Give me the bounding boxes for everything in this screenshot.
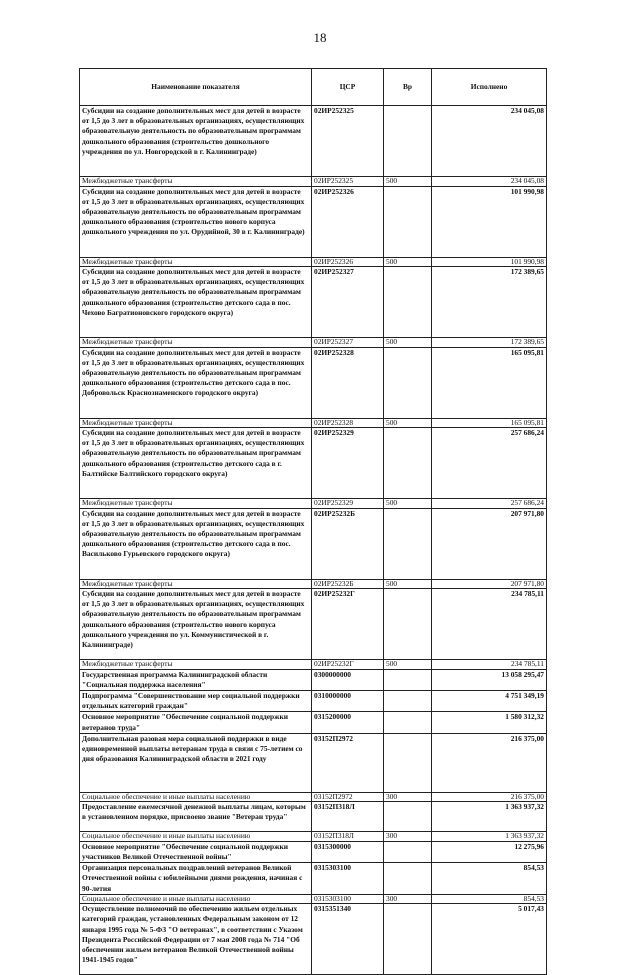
row-value: 1 363 937,32 bbox=[432, 832, 547, 842]
table-row-transfer bbox=[80, 579, 547, 589]
row-name: Субсидии на создание дополнительных мест для детей в возрасте от 1,5 до 3 лет в образовательных организациях, осуществляющих образовательную деятельность по образовательным программам дошкольного образования (строительство дошкольного учреждения по ул. Новгородской в г. Калининграде) bbox=[80, 106, 312, 177]
row-vr: 500 bbox=[384, 499, 432, 509]
row-name: Социальное обеспечение и иные выплаты населению bbox=[80, 792, 312, 802]
row-vr: 500 bbox=[384, 257, 432, 267]
row-csr: 0310000000 bbox=[312, 690, 384, 711]
header-done: Исполнено bbox=[432, 69, 547, 106]
row-vr bbox=[384, 802, 432, 832]
row-name: Межбюджетные трансферты bbox=[80, 660, 312, 670]
row-csr: 02ИР252327 bbox=[312, 338, 384, 348]
report-table bbox=[79, 68, 547, 975]
row-name: Предоставление ежемесячной денежной выплаты лицам, которым в установленном порядке, присвоено звание "Ветеран труда" bbox=[80, 802, 312, 832]
row-vr bbox=[384, 863, 432, 895]
row-value: 854,53 bbox=[432, 863, 547, 895]
table-row bbox=[80, 267, 547, 338]
table-row bbox=[80, 347, 547, 418]
row-csr: 02ИР25232Б bbox=[312, 508, 384, 579]
table-row-transfer bbox=[80, 499, 547, 509]
row-csr: 03152П2972 bbox=[312, 733, 384, 792]
row-value: 216 375,00 bbox=[432, 792, 547, 802]
table-row bbox=[80, 428, 547, 499]
row-name: Субсидии на создание дополнительных мест для детей в возрасте от 1,5 до 3 лет в образовательных организациях, осуществляющих образовательную деятельность по образовательным программам дошкольного образования (строительство детского сада в пос. Васильково Гурьевского городского округа) bbox=[80, 508, 312, 579]
row-value: 12 275,96 bbox=[432, 841, 547, 862]
table-row bbox=[80, 733, 547, 792]
page-number: 18 bbox=[313, 30, 327, 45]
table-row bbox=[80, 863, 547, 895]
row-vr: 300 bbox=[384, 894, 432, 904]
table-row-transfer bbox=[80, 418, 547, 428]
row-csr: 02ИР25232Г bbox=[312, 589, 384, 660]
row-name: Субсидии на создание дополнительных мест для детей в возрасте от 1,5 до 3 лет в образовательных организациях, осуществляющих образовательную деятельность по образовательным программам дошкольного образования (строительство детского сада в пос. Добровольск Краснознаменского городского округа) bbox=[80, 347, 312, 418]
table-row-transfer bbox=[80, 338, 547, 348]
row-name: Основное мероприятие "Обеспечение социальной поддержки участников Великой Отечественной войны" bbox=[80, 841, 312, 862]
table-row bbox=[80, 802, 547, 832]
row-value: 165 095,81 bbox=[432, 418, 547, 428]
table-row-transfer bbox=[80, 792, 547, 802]
row-vr bbox=[384, 267, 432, 338]
table-header bbox=[80, 69, 547, 106]
row-csr: 0315303100 bbox=[312, 894, 384, 904]
row-csr: 03152П2972 bbox=[312, 792, 384, 802]
row-csr: 02ИР252329 bbox=[312, 428, 384, 499]
row-vr: 500 bbox=[384, 418, 432, 428]
row-vr bbox=[384, 904, 432, 975]
table-row-transfer bbox=[80, 894, 547, 904]
row-name: Межбюджетные трансферты bbox=[80, 579, 312, 589]
table-row bbox=[80, 904, 547, 975]
row-vr bbox=[384, 712, 432, 733]
row-vr bbox=[384, 841, 432, 862]
row-csr: 03152П318Л bbox=[312, 832, 384, 842]
row-vr bbox=[384, 347, 432, 418]
row-csr: 02ИР252329 bbox=[312, 499, 384, 509]
table-row-transfer bbox=[80, 257, 547, 267]
row-value: 234 045,08 bbox=[432, 177, 547, 187]
row-name: Субсидии на создание дополнительных мест для детей в возрасте от 1,5 до 3 лет в образовательных организациях, осуществляющих образовательную деятельность по образовательным программам дошкольного образования (строительство детского сада в г. Балтийске Балтийского городского округа) bbox=[80, 428, 312, 499]
table-row bbox=[80, 669, 547, 690]
row-name: Социальное обеспечение и иные выплаты населению bbox=[80, 832, 312, 842]
row-csr: 02ИР252328 bbox=[312, 347, 384, 418]
row-vr bbox=[384, 186, 432, 257]
row-name: Межбюджетные трансферты bbox=[80, 257, 312, 267]
row-vr bbox=[384, 690, 432, 711]
table-row-transfer bbox=[80, 660, 547, 670]
header-name: Наименование показателя bbox=[80, 69, 312, 106]
row-name: Субсидии на создание дополнительных мест для детей в возрасте от 1,5 до 3 лет в образовательных организациях, осуществляющих образовательную деятельность по образовательным программам дошкольного образования (строительство нового корпуса дошкольного учреждения по ул. Орудийной, 30 в г. Калининграде) bbox=[80, 186, 312, 257]
row-csr: 0315200000 bbox=[312, 712, 384, 733]
row-value: 4 751 349,19 bbox=[432, 690, 547, 711]
row-vr: 500 bbox=[384, 177, 432, 187]
row-value: 216 375,00 bbox=[432, 733, 547, 792]
row-name: Подпрограмма "Совершенствование мер социальной поддержки отдельных категорий граждан" bbox=[80, 690, 312, 711]
header-csr: ЦСР bbox=[312, 69, 384, 106]
table-row bbox=[80, 712, 547, 733]
row-vr bbox=[384, 508, 432, 579]
row-name: Осуществление полномочий по обеспечению жильем отдельных категорий граждан, установленных Федеральным законом от 12 января 1995 года № 5-ФЗ "О ветеранах", в соответствии с Указом Президента Российской Федерации от 7 мая 2008 года № 714 "Об обеспечении жильем ветеранов Великой Отечественной войны 1941-1945 годов" bbox=[80, 904, 312, 975]
table-row bbox=[80, 841, 547, 862]
row-value: 101 990,98 bbox=[432, 186, 547, 257]
header-vr: Вр bbox=[384, 69, 432, 106]
row-value: 172 389,65 bbox=[432, 338, 547, 348]
row-csr: 0315351340 bbox=[312, 904, 384, 975]
row-csr: 02ИР252325 bbox=[312, 177, 384, 187]
row-vr bbox=[384, 428, 432, 499]
row-name: Государственная программа Калининградской области "Социальная поддержка населения" bbox=[80, 669, 312, 690]
row-vr: 500 bbox=[384, 579, 432, 589]
row-value: 5 017,43 bbox=[432, 904, 547, 975]
row-value: 1 363 937,32 bbox=[432, 802, 547, 832]
row-value: 234 785,11 bbox=[432, 660, 547, 670]
row-value: 257 686,24 bbox=[432, 428, 547, 499]
row-csr: 02ИР252325 bbox=[312, 106, 384, 177]
row-name: Субсидии на создание дополнительных мест для детей в возрасте от 1,5 до 3 лет в образовательных организациях, осуществляющих образовательную деятельность по образовательным программам дошкольного образования (строительство детского сада в пос. Чехово Багратионовского городского округа) bbox=[80, 267, 312, 338]
table-body bbox=[80, 106, 547, 975]
table-row-transfer bbox=[80, 832, 547, 842]
table-row bbox=[80, 508, 547, 579]
row-csr: 02ИР25232Б bbox=[312, 579, 384, 589]
row-value: 234 045,08 bbox=[432, 106, 547, 177]
row-csr: 0315300000 bbox=[312, 841, 384, 862]
row-value: 207 971,80 bbox=[432, 579, 547, 589]
row-vr: 300 bbox=[384, 832, 432, 842]
row-value: 207 971,80 bbox=[432, 508, 547, 579]
row-csr: 02ИР252328 bbox=[312, 418, 384, 428]
row-value: 165 095,81 bbox=[432, 347, 547, 418]
row-value: 101 990,98 bbox=[432, 257, 547, 267]
row-csr: 03152П318Л bbox=[312, 802, 384, 832]
row-name: Дополнительная разовая мера социальной поддержки в виде единовременной выплаты ветеранам труда в связи с 75-летием со дня образования Калининградской области в 2021 году bbox=[80, 733, 312, 792]
row-name: Межбюджетные трансферты bbox=[80, 338, 312, 348]
row-vr: 300 bbox=[384, 792, 432, 802]
row-name: Межбюджетные трансферты bbox=[80, 418, 312, 428]
row-value: 172 389,65 bbox=[432, 267, 547, 338]
row-value: 854,53 bbox=[432, 894, 547, 904]
row-value: 1 580 312,32 bbox=[432, 712, 547, 733]
row-vr bbox=[384, 589, 432, 660]
table-row bbox=[80, 186, 547, 257]
row-name: Субсидии на создание дополнительных мест для детей в возрасте от 1,5 до 3 лет в образовательных организациях, осуществляющих образовательную деятельность по образовательным программам дошкольного образования (строительство нового корпуса дошкольного учреждения по ул. Коммунистической в г. Калининграде) bbox=[80, 589, 312, 660]
table-row bbox=[80, 589, 547, 660]
row-csr: 0300000000 bbox=[312, 669, 384, 690]
row-csr: 0315303100 bbox=[312, 863, 384, 895]
row-vr bbox=[384, 106, 432, 177]
row-vr bbox=[384, 733, 432, 792]
row-name: Организация персональных поздравлений ветеранов Великой Отечественной войны с юбилейными днями рождения, начиная с 90-летия bbox=[80, 863, 312, 895]
row-name: Межбюджетные трансферты bbox=[80, 177, 312, 187]
row-vr: 500 bbox=[384, 660, 432, 670]
row-value: 257 686,24 bbox=[432, 499, 547, 509]
row-csr: 02ИР252326 bbox=[312, 257, 384, 267]
table-row bbox=[80, 106, 547, 177]
row-vr bbox=[384, 669, 432, 690]
table-row bbox=[80, 690, 547, 711]
row-vr: 500 bbox=[384, 338, 432, 348]
row-name: Основное мероприятие "Обеспечение социальной поддержки ветеранов труда" bbox=[80, 712, 312, 733]
row-csr: 02ИР252327 bbox=[312, 267, 384, 338]
row-value: 234 785,11 bbox=[432, 589, 547, 660]
row-csr: 02ИР252326 bbox=[312, 186, 384, 257]
row-name: Социальное обеспечение и иные выплаты населению bbox=[80, 894, 312, 904]
table-row-transfer bbox=[80, 177, 547, 187]
row-value: 13 058 295,47 bbox=[432, 669, 547, 690]
row-csr: 02ИР25232Г bbox=[312, 660, 384, 670]
row-name: Межбюджетные трансферты bbox=[80, 499, 312, 509]
